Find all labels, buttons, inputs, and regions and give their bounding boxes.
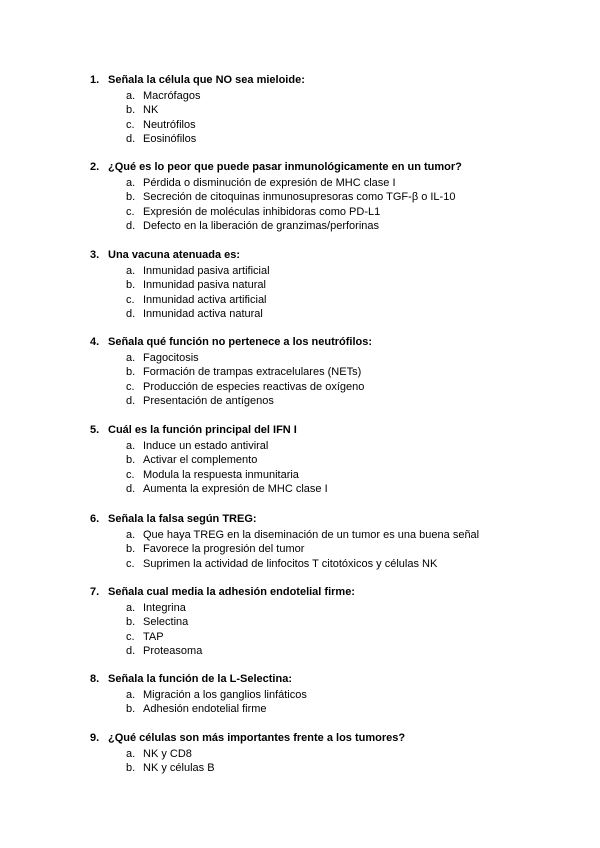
option-list (90, 351, 580, 409)
question-number: 1. (90, 74, 100, 86)
question-8 (90, 672, 580, 717)
option-b (90, 365, 580, 380)
option-text: Inmunidad activa natural (143, 308, 263, 321)
question-5 (90, 423, 580, 497)
option-letter: b. (126, 454, 136, 467)
question-heading (90, 248, 580, 262)
question-1 (90, 73, 580, 147)
option-letter: c. (126, 380, 135, 393)
option-text: Inmunidad activa artificial (143, 293, 267, 306)
option-list (90, 264, 580, 322)
option-text: Secreción de citoquinas inmunosupresoras como TGF-β o IL-10 (143, 191, 456, 204)
option-text: Defecto en la liberación de granzimas/perforinas (143, 220, 380, 233)
question-6 (90, 512, 580, 571)
option-letter: a. (126, 264, 136, 277)
option-c (90, 205, 580, 220)
question-text: Señala la función de la L-Selectina: (108, 673, 292, 685)
option-d (90, 644, 580, 659)
question-heading (90, 585, 580, 599)
question-number: 2. (90, 161, 100, 173)
option-text: Adhesión endotelial firme (143, 703, 267, 716)
question-text: Señala la célula que NO sea mieloide: (108, 74, 305, 86)
question-heading (90, 512, 580, 526)
question-text: Señala cual media la adhesión endotelial firme: (108, 586, 355, 598)
option-letter: c. (126, 118, 135, 131)
option-d (90, 482, 580, 497)
option-letter: c. (126, 468, 135, 481)
option-letter: a. (126, 528, 136, 541)
option-text: Eosinófilos (143, 133, 197, 146)
option-text: Activar el complemento (143, 454, 258, 467)
question-text: ¿Qué células son más importantes frente a los tumores? (108, 732, 406, 744)
option-letter: a. (126, 439, 136, 452)
option-text: Suprimen la actividad de linfocitos T citotóxicos y células NK (143, 557, 438, 570)
option-text: Formación de trampas extracelulares (NETs) (143, 366, 362, 379)
option-b (90, 453, 580, 468)
option-text: Fagocitosis (143, 351, 199, 364)
option-text: Presentación de antígenos (143, 395, 274, 408)
question-7 (90, 585, 580, 659)
option-letter: a. (126, 747, 136, 760)
option-c (90, 380, 580, 395)
option-letter: c. (126, 293, 135, 306)
question-heading (90, 160, 580, 174)
option-c (90, 557, 580, 572)
option-a (90, 89, 580, 104)
option-letter: c. (126, 630, 135, 643)
option-letter: a. (126, 351, 136, 364)
question-heading (90, 672, 580, 686)
option-a (90, 747, 580, 762)
option-list (90, 528, 580, 572)
option-c (90, 118, 580, 133)
option-text: Pérdida o disminución de expresión de MHC clase I (143, 176, 396, 189)
question-heading (90, 335, 580, 349)
question-number: 7. (90, 586, 100, 598)
option-letter: a. (126, 601, 136, 614)
question-heading (90, 423, 580, 437)
option-text: Producción de especies reactivas de oxígeno (143, 380, 365, 393)
option-letter: b. (126, 616, 136, 629)
option-letter: c. (126, 205, 135, 218)
option-letter: b. (126, 703, 136, 716)
question-text: Señala la falsa según TREG: (108, 513, 257, 525)
option-text: Migración a los ganglios linfáticos (143, 688, 307, 701)
question-number: 4. (90, 336, 100, 348)
option-d (90, 219, 580, 234)
option-text: Favorece la progresión del tumor (143, 543, 305, 556)
option-text: Proteasoma (143, 645, 203, 658)
option-letter: d. (126, 133, 136, 146)
option-letter: a. (126, 89, 136, 102)
option-a (90, 264, 580, 279)
option-c (90, 468, 580, 483)
question-3 (90, 248, 580, 322)
option-b (90, 761, 580, 776)
option-a (90, 176, 580, 191)
option-list (90, 439, 580, 497)
question-text: Señala qué función no pertenece a los neutrófilos: (108, 336, 373, 348)
option-b (90, 615, 580, 630)
option-d (90, 394, 580, 409)
option-b (90, 278, 580, 293)
question-heading (90, 731, 580, 745)
option-letter: d. (126, 308, 136, 321)
option-a (90, 439, 580, 454)
option-a (90, 688, 580, 703)
option-a (90, 528, 580, 543)
option-text: Aumenta la expresión de MHC clase I (143, 483, 328, 496)
option-c (90, 630, 580, 645)
question-heading (90, 73, 580, 87)
question-text: Una vacuna atenuada es: (108, 249, 241, 261)
option-letter: d. (126, 220, 136, 233)
question-number: 8. (90, 673, 100, 685)
option-a (90, 601, 580, 616)
question-text: Cuál es la función principal del IFN I (108, 424, 297, 436)
option-text: Macrófagos (143, 89, 201, 102)
option-letter: b. (126, 762, 136, 775)
option-a (90, 351, 580, 366)
option-text: Que haya TREG en la diseminación de un tumor es una buena señal (143, 528, 480, 541)
question-text: ¿Qué es lo peor que puede pasar inmunológicamente en un tumor? (108, 161, 462, 173)
option-letter: b. (126, 191, 136, 204)
option-list (90, 601, 580, 659)
option-text: Neutrófilos (143, 118, 196, 131)
option-text: Integrina (143, 601, 186, 614)
question-9 (90, 731, 580, 776)
question-number: 5. (90, 424, 100, 436)
question-number: 6. (90, 513, 100, 525)
question-number: 9. (90, 732, 100, 744)
option-list (90, 176, 580, 234)
option-text: NK y CD8 (143, 747, 192, 760)
option-text: Expresión de moléculas inhibidoras como PD-L1 (143, 205, 381, 218)
option-b (90, 542, 580, 557)
option-letter: d. (126, 483, 136, 496)
option-text: Selectina (143, 616, 189, 629)
option-text: Induce un estado antiviral (143, 439, 269, 452)
option-b (90, 702, 580, 717)
question-2 (90, 160, 580, 234)
option-text: Modula la respuesta inmunitaria (143, 468, 299, 481)
option-letter: b. (126, 543, 136, 556)
option-letter: b. (126, 366, 136, 379)
option-list (90, 89, 580, 147)
question-number: 3. (90, 249, 100, 261)
option-letter: d. (126, 395, 136, 408)
option-text: Inmunidad pasiva natural (143, 279, 266, 292)
option-text: TAP (143, 630, 164, 643)
option-letter: a. (126, 176, 136, 189)
option-letter: b. (126, 279, 136, 292)
option-b (90, 190, 580, 205)
question-4 (90, 335, 580, 409)
option-letter: c. (126, 557, 135, 570)
option-letter: a. (126, 688, 136, 701)
option-c (90, 293, 580, 308)
option-letter: d. (126, 645, 136, 658)
option-letter: b. (126, 104, 136, 117)
option-text: NK y células B (143, 762, 215, 775)
option-text: Inmunidad pasiva artificial (143, 264, 270, 277)
option-list (90, 747, 580, 776)
option-b (90, 103, 580, 118)
option-text: NK (143, 104, 159, 117)
option-d (90, 132, 580, 147)
option-d (90, 307, 580, 322)
option-list (90, 688, 580, 717)
